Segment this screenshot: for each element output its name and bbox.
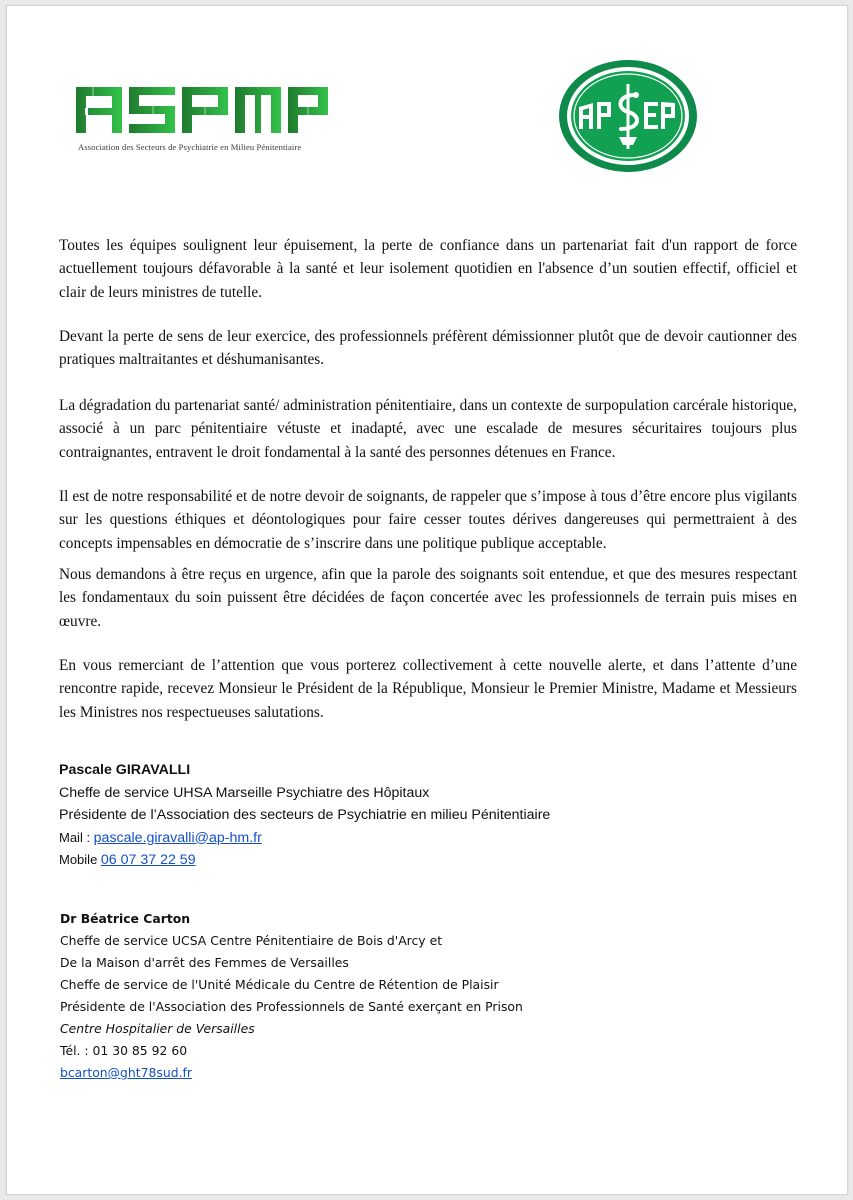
paragraph-1: Toutes les équipes soulignent leur épuisement, la perte de confiance dans un partenariat fait d'un rapport de force actuellement toujours défavorable à la santé et leur isolement quotidien en l'absence d’un soutien effectif, officiel et clair de leurs ministres de tutelle.: [59, 237, 797, 301]
signatory-title-1: Cheffe de service UCSA Centre Pénitentiaire de Bois d'Arcy et: [60, 933, 443, 948]
signatory-title-2: De la Maison d'arrêt des Femmes de Versailles: [60, 955, 349, 970]
signatory-title-3: Cheffe de service de l'Unité Médicale du Centre de Rétention de Plaisir: [60, 977, 499, 992]
aspmp-logo: [73, 85, 343, 157]
contact-mail-row: [59, 827, 819, 850]
aspmp-logo-mark: [73, 85, 331, 137]
email-link[interactable]: bcarton@ght78sud.fr: [60, 1065, 192, 1080]
paragraph-4: Il est de notre responsabilité et de notre devoir de soignants, de rappeler que s’impose à tous d’être encore plus vigilants sur les questions éthiques et déontologiques pour faire cesser toutes dérives dangereuses qui permettraient à des concepts impensables en démocratie de s’inscrire dans une politique publique acceptable.: [59, 488, 797, 552]
apsep-logo-mark: [557, 57, 699, 175]
signatory-title-1: Cheffe de service UHSA Marseille Psychiatre des Hôpitaux: [59, 784, 430, 801]
apsep-logo: [557, 57, 699, 175]
paragraph-2: Devant la perte de sens de leur exercice, des professionnels préfèrent démissionner plutôt que de devoir cautionner des pratiques maltraitantes et déshumanisantes.: [59, 328, 797, 369]
signatory-name: Dr Béatrice Carton: [60, 911, 191, 926]
mobile-label: Mobile: [59, 852, 101, 867]
institution-name: Centre Hospitalier de Versailles: [60, 1021, 255, 1036]
paragraph-5: Nous demandons à être reçus en urgence, afin que la parole des soignants soit entendue, et que des mesures respectant les fondamentaux du soin puissent être décidées de façon concertée avec les professionnels de terrain puis mises en œuvre.: [59, 566, 797, 630]
aspmp-subtitle: Association des Secteurs de Psychiatrie en Milieu Pénitentiaire: [78, 142, 302, 152]
phone-link[interactable]: 06 07 37 22 59: [100, 852, 196, 868]
contact-mobile-row: [59, 849, 819, 872]
paragraph-3: La dégradation du partenariat santé/ administration pénitentiaire, dans un contexte de surpopulation carcérale historique, associé à un parc pénitentiaire vétuste et inadapté, avec une escalade de mesures sécuritaires toujours plus contraignantes, entravent le droit fondamental à la santé des personnes détenues en France.: [59, 397, 797, 461]
phone-number: Tél. : 01 30 85 92 60: [60, 1043, 188, 1058]
paragraph-6: En vous remerciant de l’attention que vous porterez collectivement à cette nouvelle alerte, et dans l’attente d’une rencontre rapide, recevez Monsieur le Président de la République, Monsieur le Premier Ministre, Madame et Messieurs les Ministres nos respectueuses salutations.: [59, 657, 797, 721]
signature-carton: [60, 908, 820, 1084]
document-page: [6, 5, 848, 1195]
mail-label: Mail :: [59, 829, 94, 845]
signatory-name: Pascale GIRAVALLI: [59, 762, 191, 778]
signatory-title-2: Présidente de l’Association des secteurs de Psychiatrie en milieu Pénitentiaire: [59, 807, 551, 823]
email-link[interactable]: pascale.giravalli@ap-hm.fr: [93, 829, 262, 846]
signatory-title-4: Présidente de l'Association des Professionnels de Santé exerçant en Prison: [60, 999, 523, 1014]
signature-giravalli: [59, 759, 819, 872]
